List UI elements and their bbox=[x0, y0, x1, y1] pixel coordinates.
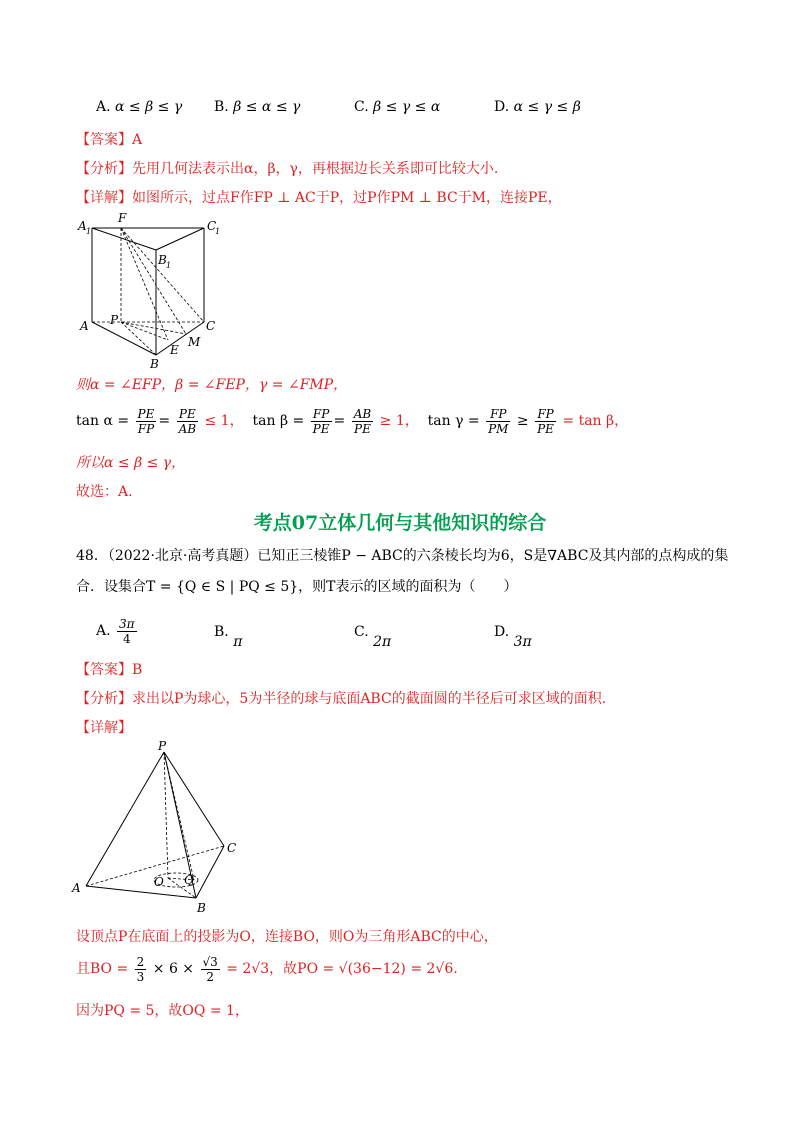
q48-answer-line: 【答案】B bbox=[76, 662, 143, 678]
label-c: C bbox=[206, 319, 216, 333]
q48-option-b: B. π bbox=[214, 624, 243, 650]
label-f: F bbox=[118, 211, 127, 225]
choose-line: 故选：A. bbox=[76, 484, 133, 500]
q48-stem-1: 48．（2022·北京·高考真题）已知正三棱锥P − ABC的六条棱长均为6，S是∇ABC及其内部的点构成的集 bbox=[76, 548, 729, 564]
label-a1: A bbox=[78, 219, 87, 233]
label-m: M bbox=[188, 335, 201, 349]
pyr-label-a: A bbox=[72, 881, 81, 895]
pyr-label-o: O bbox=[154, 875, 164, 889]
label-p: P bbox=[110, 313, 119, 327]
pyr-label-b: B bbox=[197, 901, 206, 915]
prism-figure bbox=[76, 210, 226, 370]
analysis-line: 【分析】先用几何法表示出α，β，γ，再根据边长关系即可比较大小. bbox=[76, 161, 499, 177]
q48-option-a: A. $\frac{3\pi}{4}$ bbox=[96, 616, 135, 646]
label-e: E bbox=[170, 343, 179, 357]
label-a1-sub: 1 bbox=[86, 227, 92, 236]
section-heading: 考点07立体几何与其他知识的综合 bbox=[253, 512, 547, 534]
option-a: A. α ≤ β ≤ γ bbox=[96, 99, 183, 115]
option-c: C. β ≤ γ ≤ α bbox=[354, 99, 441, 115]
detail-line: 【详解】如图所示，过点F作FP ⊥ AC于P，过P作PM ⊥ BC于M，连接PE， bbox=[76, 190, 562, 206]
label-b1: B bbox=[158, 253, 167, 267]
angles-line: 则α = ∠EFP，β = ∠FEP，γ = ∠FMP， bbox=[76, 377, 348, 393]
q48-stem-2: 合．设集合T = {Q ∈ S | PQ ≤ 5}，则T表示的区域的面积为（ ） bbox=[76, 579, 518, 595]
label-c1: C bbox=[207, 219, 217, 233]
option-b: B. β ≤ α ≤ γ bbox=[214, 99, 301, 115]
answer-line: 【答案】A bbox=[76, 132, 143, 148]
pyr-label-p: P bbox=[158, 739, 167, 753]
label-c1-sub: 1 bbox=[215, 227, 221, 236]
label-a: A bbox=[80, 319, 89, 333]
label-b1-sub: 1 bbox=[166, 261, 172, 270]
pyr-label-q: Q bbox=[184, 873, 194, 887]
q48-detail-line: 【详解】 bbox=[76, 720, 132, 736]
q48-option-d: D. 3π bbox=[494, 624, 532, 650]
so-line: 所以α ≤ β ≤ γ， bbox=[76, 455, 186, 471]
label-b: B bbox=[150, 357, 159, 370]
option-d: D. α ≤ γ ≤ β bbox=[494, 99, 581, 115]
pyramid-figure bbox=[64, 738, 254, 918]
q48-analysis-line: 【分析】求出以P为球心，5为半径的球与底面ABC的截面圆的半径后可求区域的面积. bbox=[76, 691, 607, 707]
pyr-label-c: C bbox=[227, 841, 237, 855]
q48-line-2: 且BO = $\frac{2}{3}$ × 6 × $\frac{√3}{2}$ = 2√3，故PO = √(36−12) = 2√6. bbox=[76, 954, 458, 984]
q48-line-3: 因为PQ = 5，故OQ = 1， bbox=[76, 1003, 249, 1019]
q48-line-1: 设顶点P在底面上的投影为O，连接BO，则O为三角形ABC的中心， bbox=[76, 929, 498, 945]
tan-line: tan α = $\frac{PE}{FP}$ = $\frac{PE}{AB}$ ≤ 1， tan β = $\frac{FP}{PE}$ = $\frac{AB}{PE}$ ≥ 1， tan γ = $\frac{FP}{PM}$ ≥ $\frac{FP}{PE}$ = tan β， bbox=[76, 406, 629, 436]
q48-option-c: C. 2π bbox=[354, 624, 392, 650]
